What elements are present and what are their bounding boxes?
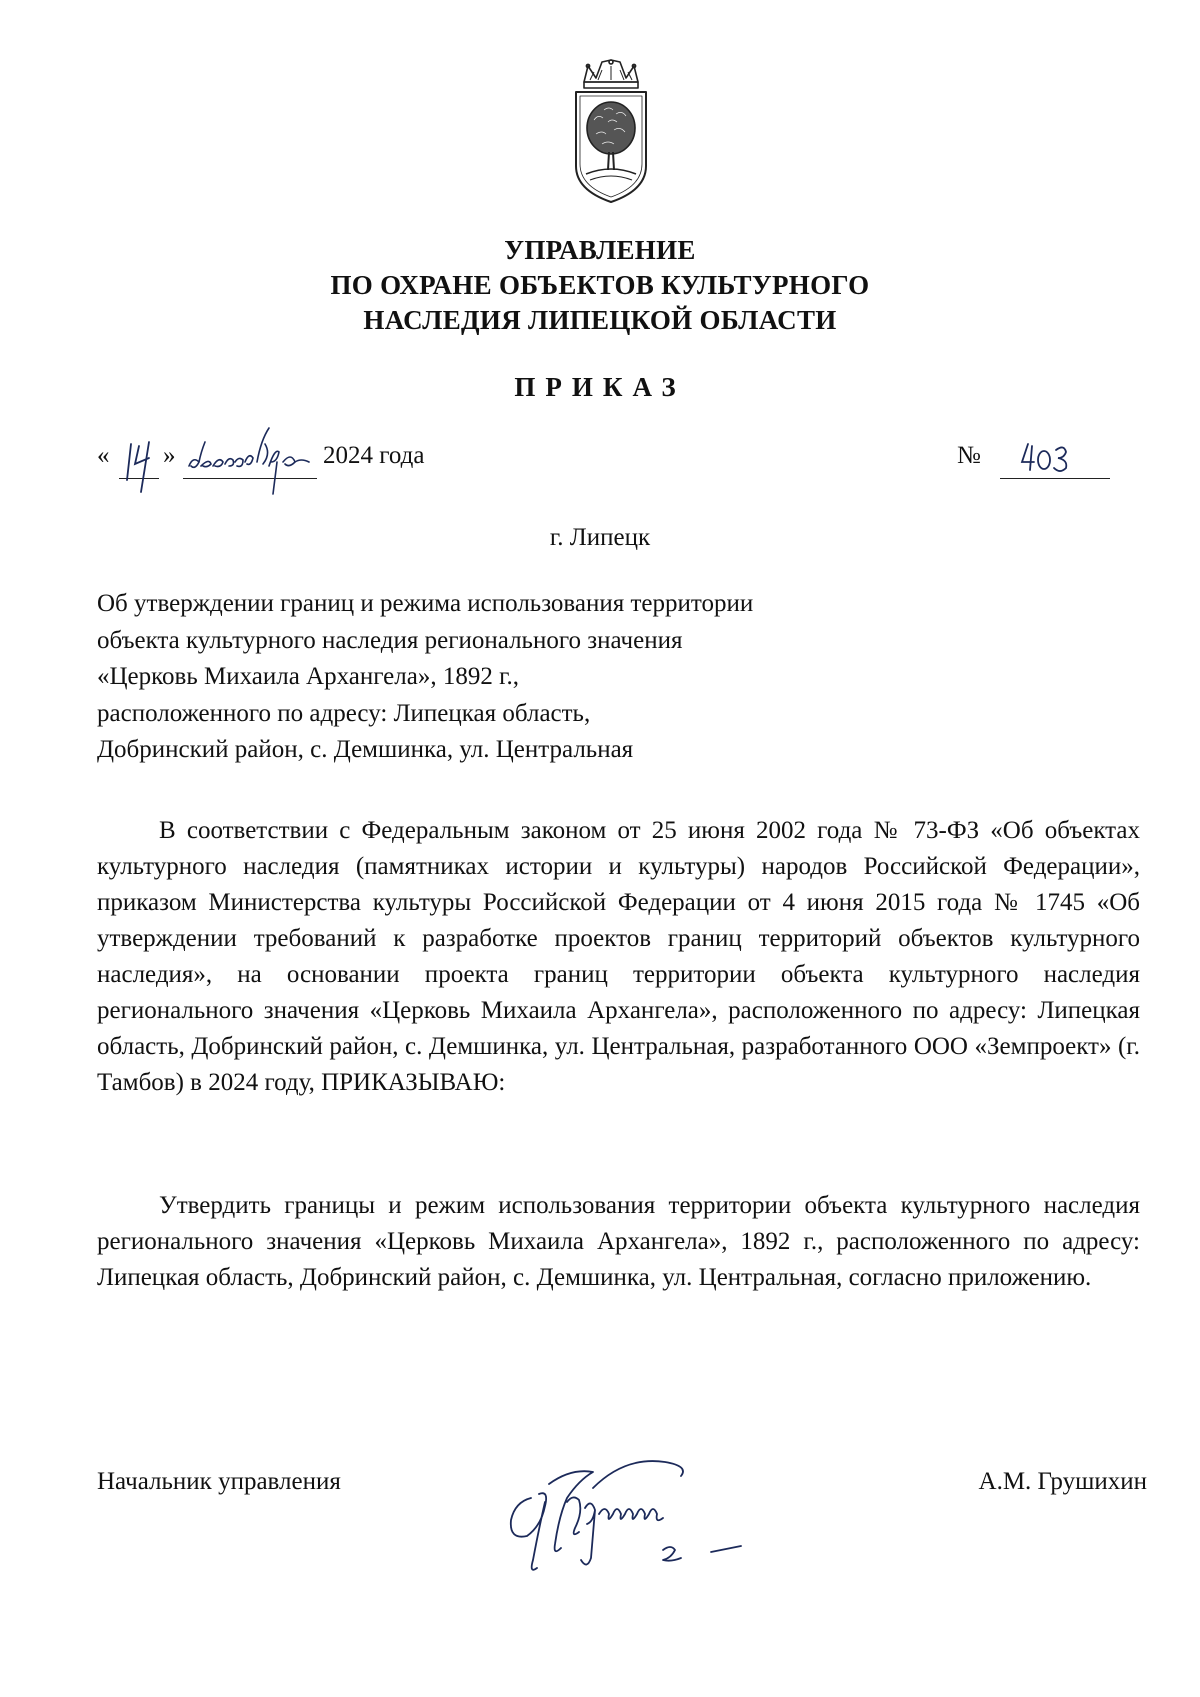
date-year: 2024 года xyxy=(323,442,425,469)
organization-title-line: УПРАВЛЕНИЕ xyxy=(504,235,696,265)
number-sign: № xyxy=(957,442,981,469)
body-paragraph-preamble: В соответствии с Федеральным законом от 25 июня 2002 года № 73-ФЗ «Об объектах культурного наследия (памятниках истории и культуры) народов Российской Федерации», приказом Министерства культуры Российской Федерации от 4 июня 2015 года № 1745 «Об утверждении требований к разработке проектов границ территорий объектов культурного наследия», на основании проекта границ территории объекта культурного наследия регионального значения «Церковь Михаила Архангела», расположенного по адресу: Липецкая область, Добринский район, с. Демшинка, ул. Центральная, разработанного ООО «Земпроект» (г. Тамбов) в 2024 году, ПРИКАЗЫВАЮ: xyxy=(97,817,1140,1096)
date-quote-open: « xyxy=(97,442,110,469)
coat-of-arms-icon xyxy=(568,58,654,208)
handwritten-signature xyxy=(475,1428,815,1588)
signatory-name: А.М. Грушихин xyxy=(978,1468,1147,1495)
organization-title-line: ПО ОХРАНЕ ОБЪЕКТОВ КУЛЬТУРНОГО xyxy=(330,270,870,300)
date-number-line xyxy=(97,438,1147,478)
date-quote-close: » xyxy=(163,442,176,469)
order-title: ПРИКАЗ xyxy=(514,372,686,402)
date-month-handwritten xyxy=(183,422,317,479)
order-subject xyxy=(97,586,997,769)
organization-title xyxy=(200,233,1000,338)
subject-line: Добринский район, с. Демшинка, ул. Центральная xyxy=(97,736,634,763)
subject-line: расположенного по адресу: Липецкая область, xyxy=(97,699,591,727)
city: г. Липецк xyxy=(549,524,651,551)
signature-block xyxy=(97,1452,1147,1592)
organization-title-line: НАСЛЕДИЯ ЛИПЕЦКОЙ ОБЛАСТИ xyxy=(363,305,837,335)
subject-line: «Церковь Михаила Архангела», 1892 г., xyxy=(97,663,520,690)
body-paragraph-decision: Утвердить границы и режим использования территории объекта культурного наследия регионального значения «Церковь Михаила Архангела», 1892 г., расположенного по адресу: Липецкая область, Добринский район, с. Демшинка, ул. Центральная, согласно приложению. xyxy=(97,1192,1140,1291)
subject-line: объекта культурного наследия регионального значения xyxy=(97,626,683,654)
order-number-handwritten xyxy=(1000,432,1110,479)
signatory-position: Начальник управления xyxy=(97,1468,341,1495)
date-day-handwritten xyxy=(119,434,159,479)
subject-line: Об утверждении границ и режима использования территории xyxy=(97,590,754,617)
